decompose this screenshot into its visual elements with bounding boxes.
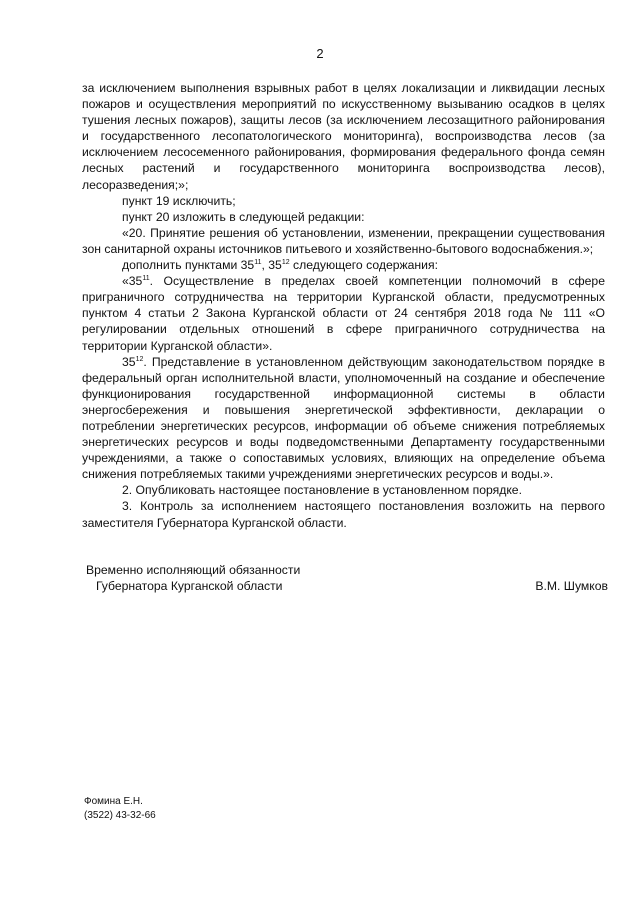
signature-title-line-1: Временно исполняющий обязанности bbox=[86, 563, 301, 577]
supplement-separator: , 35 bbox=[261, 258, 282, 273]
item-35-11-text: . Осуществление в пределах своей компетенции полномочий в сфере приграничного сотрудничества на территории Курганской области, предусмотренных пунктом 4 статьи 2 Закона Курганской области от 24 сентября 2018 года № 111 «О регулировании отдельных отношений в сфере приграничного сотрудничества на территории Курганской области». bbox=[82, 274, 605, 353]
paragraph-publish: 2. Опубликовать настоящее постановление в установленном порядке. bbox=[122, 483, 522, 498]
executor-name: Фомина Е.Н. bbox=[84, 796, 143, 807]
item-35-12-prefix: 35 bbox=[122, 354, 136, 369]
item-35-11-prefix: «35 bbox=[122, 274, 143, 289]
executor-phone: (3522) 43-32-66 bbox=[84, 810, 156, 821]
item-35-12-text: . Представление в установленном действующим законодательством порядке в федеральный орган исполнительной власти, уполномоченный на создание и обеспечение функционирования государственной информационной системы в области энергосбережения и повышения энергетической эффективности, декларации о потреблении энергетических ресурсов, информации об объеме снижения потребляемых энергетических ресурсов и воды подведомственными Департаменту государственными учреждениями, а также о сопоставимых условиях, влияющих на определение объема снижения потребляемых такими учреждениями энергетических ресурсов и воды.». bbox=[82, 354, 605, 482]
signature-title-line-2: Губернатора Курганской области bbox=[96, 579, 283, 593]
item-35-12-sup: 12 bbox=[135, 355, 144, 363]
page-number: 2 bbox=[316, 46, 324, 61]
supplement-suffix: следующего содержания: bbox=[289, 258, 438, 273]
paragraph-continuation: за исключением выполнения взрывных работ в целях локализации и ликвидации лесных пожаров и осуществления мероприятий по искусственному вызыванию осадков в целях тушения лесных пожаров), защиты лесов (за исключением лесозащитного районирования и государственного лесопатологического мониторинга), воспроизводства лесов (за исключением лесосеменного районирования, формирования федерального фонда семян лесных растений и государственного мониторинга воспроизводства лесов), лесоразведения;»; bbox=[82, 81, 605, 192]
supplement-sup-1: 11 bbox=[254, 259, 262, 267]
paragraph-item-20-intro: пункт 20 изложить в следующей редакции: bbox=[122, 209, 365, 224]
supplement-sup-2: 12 bbox=[281, 259, 290, 267]
paragraph-item-35-12 bbox=[82, 354, 605, 483]
paragraph-supplement bbox=[82, 257, 605, 273]
paragraph-control: 3. Контроль за исполнением настоящего постановления возложить на первого заместителя Губернатора Курганской области. bbox=[82, 499, 605, 530]
item-35-11-sup: 11 bbox=[142, 275, 150, 283]
supplement-prefix: дополнить пунктами 35 bbox=[122, 258, 255, 273]
paragraph-item-35-11 bbox=[82, 273, 605, 353]
paragraph-item-19: пункт 19 исключить; bbox=[122, 193, 236, 208]
signature-name: В.М. Шумков bbox=[535, 579, 608, 593]
document-body bbox=[82, 80, 605, 531]
paragraph-item-20-text: «20. Принятие решения об установлении, изменении, прекращении существования зон санитарной охраны источников питьевого и хозяйственно-бытового водоснабжения.»; bbox=[82, 225, 605, 256]
